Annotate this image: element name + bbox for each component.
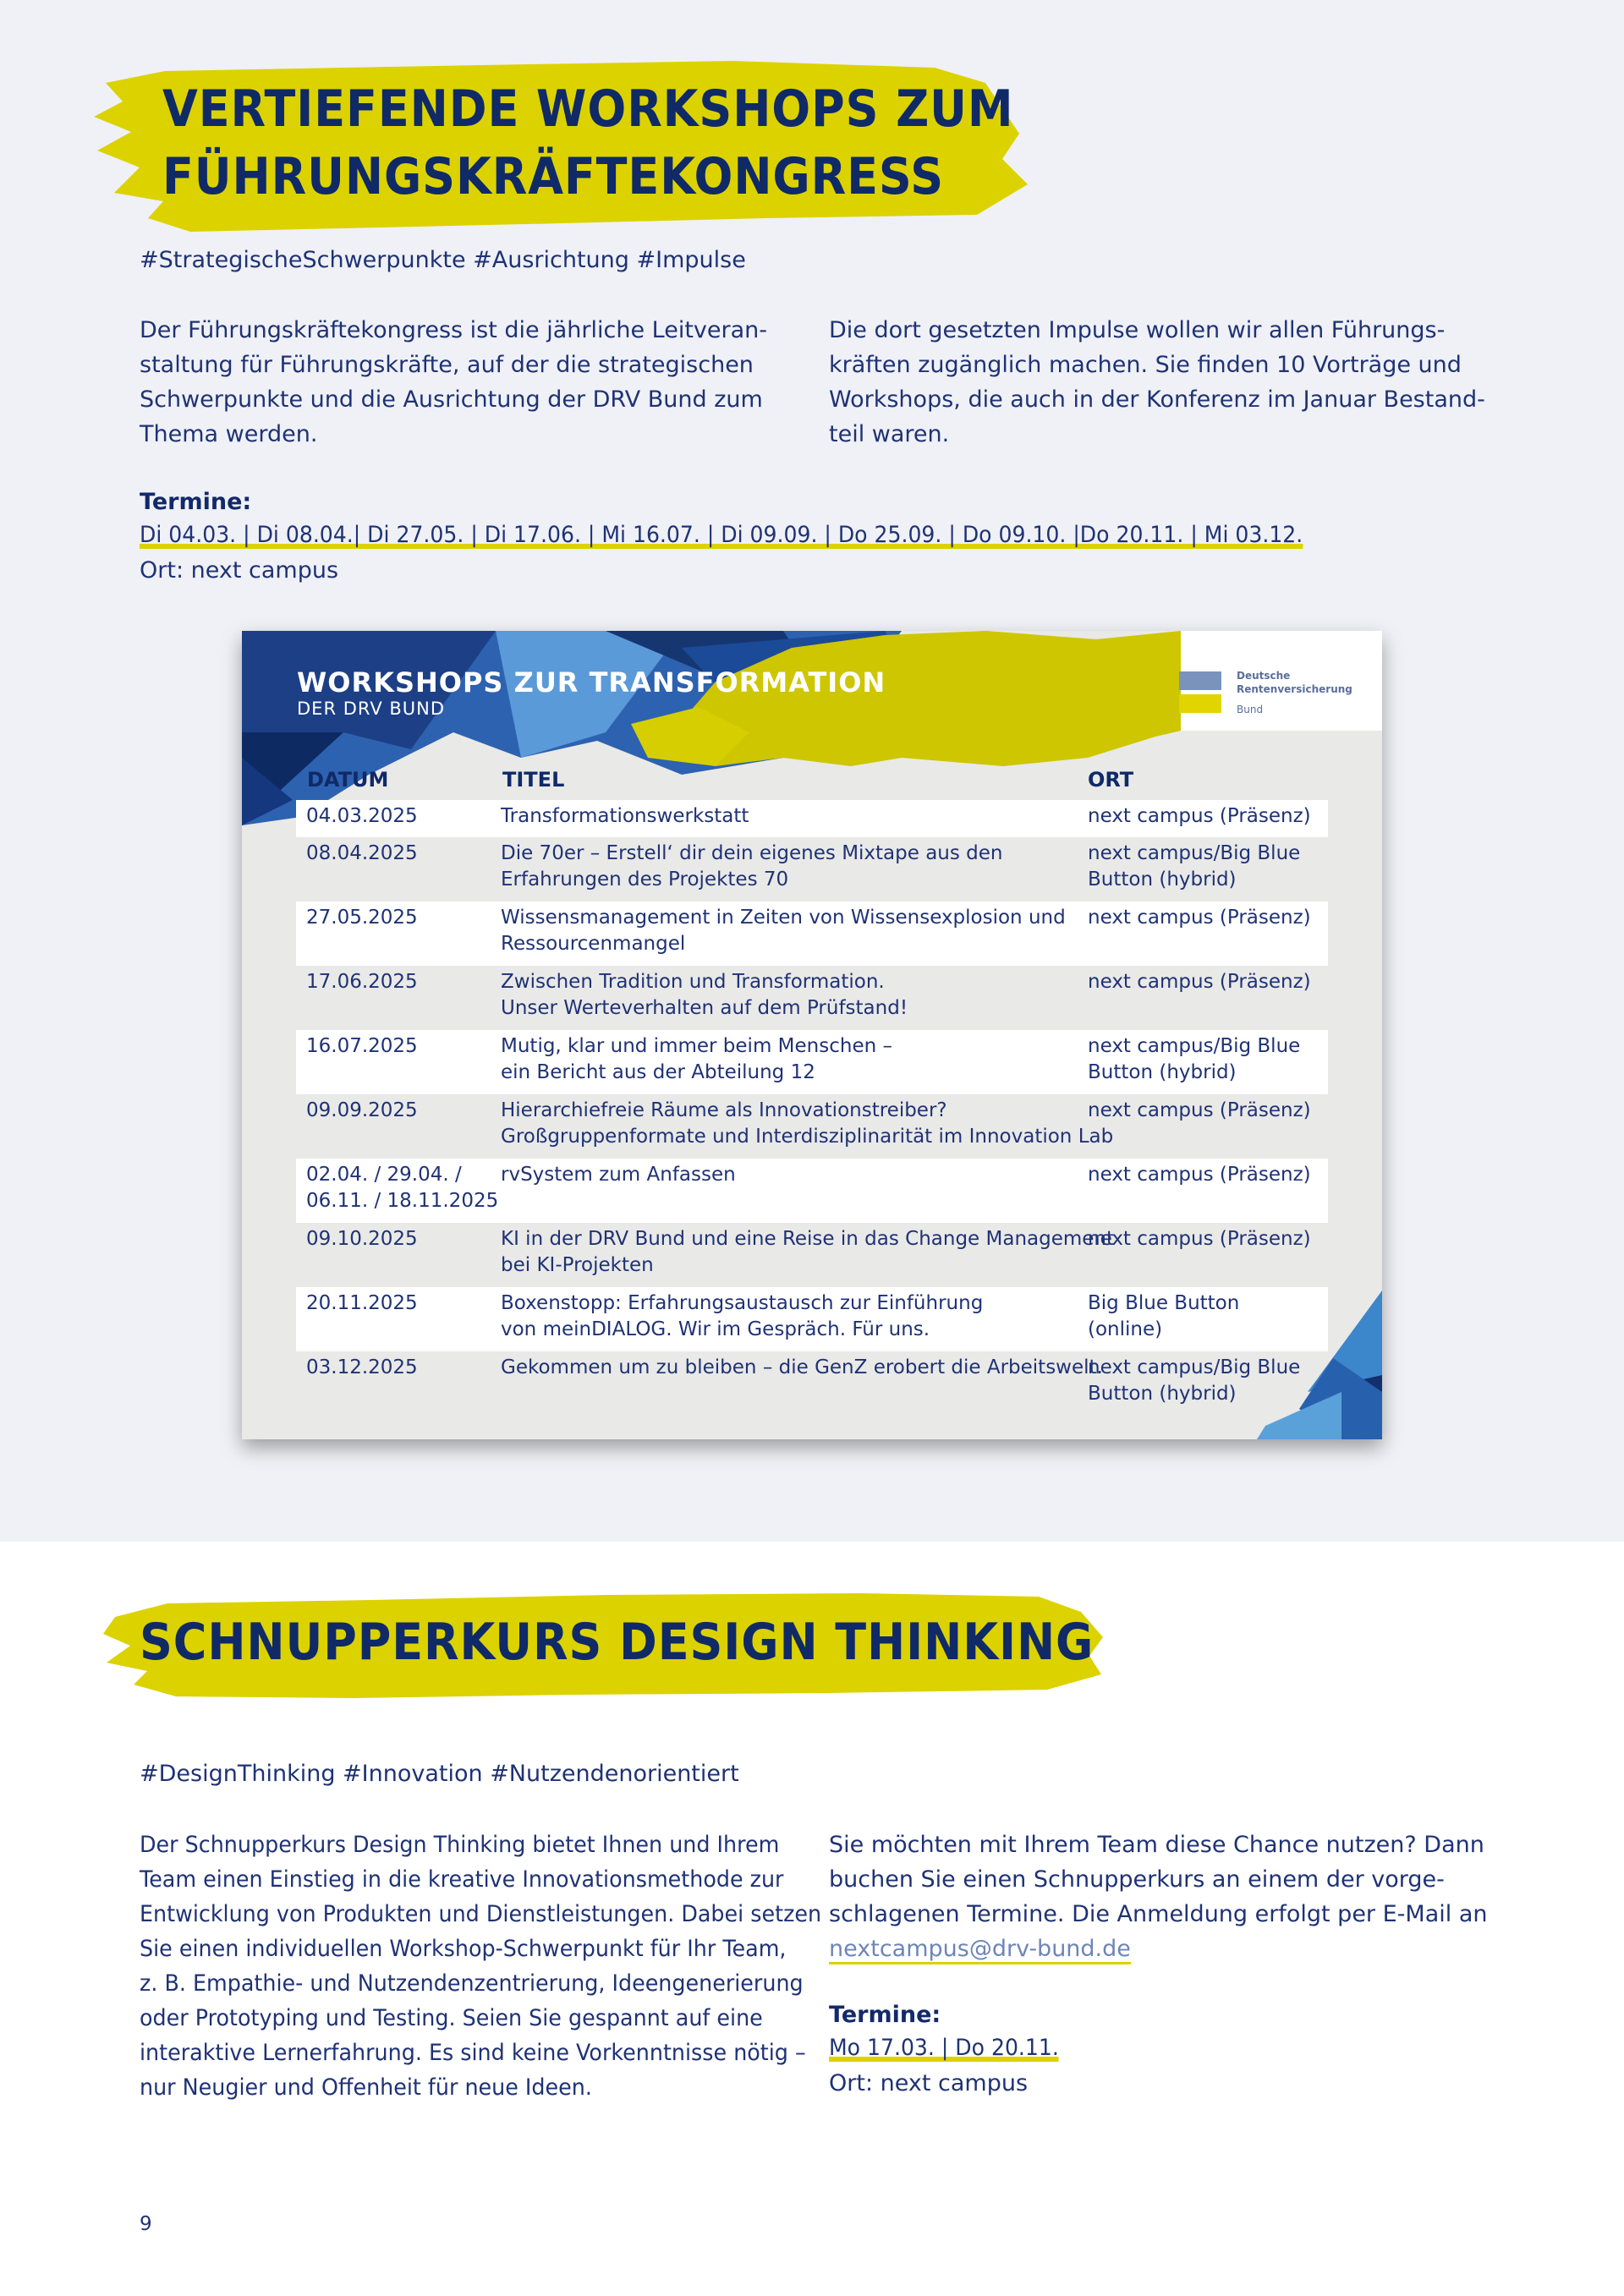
cell-text: KI in der DRV Bund und eine Reise in das Change Management — [501, 1228, 1115, 1250]
tags-1: #StrategischeSchwerpunkte #Ausrichtung #Impulse — [140, 247, 746, 273]
intro-column-1 — [140, 313, 767, 452]
termine-dates-text: Di 04.03. | Di 08.04.| Di 27.05. | Di 17.06. | Mi 16.07. | Di 09.09. | Do 25.09. | Do 09.10. |Do 20.11. | Mi 03.12. — [140, 522, 1303, 548]
table-row — [296, 901, 1328, 966]
cell-date — [306, 1226, 418, 1252]
text-line: oder Prototyping und Testing. Seien Sie gespannt auf eine — [140, 2005, 763, 2031]
cell-title — [501, 1355, 1103, 1381]
headline-1-line-1: VERTIEFENDE WORKSHOPS ZUM — [162, 79, 1014, 139]
cell-text: 09.10.2025 — [306, 1228, 418, 1250]
cell-text: Wissensmanagement in Zeiten von Wissensexplosion und — [501, 907, 1066, 929]
cell-text: bei KI-Projekten — [501, 1254, 654, 1276]
cell-text: rvSystem zum Anfassen — [501, 1164, 736, 1186]
cell-date — [306, 1355, 418, 1381]
cell-text: next campus (Präsenz) — [1088, 805, 1311, 827]
cell-ort — [1088, 1033, 1300, 1086]
text-line: teil waren. — [829, 421, 950, 447]
cell-text: 27.05.2025 — [306, 907, 418, 929]
cell-text: 02.04. / 29.04. / — [306, 1164, 462, 1186]
cell-date — [306, 803, 418, 830]
text-line: z. B. Empathie- und Nutzendenzentrierung, Ideengenerierung — [140, 1970, 804, 1997]
table-row — [296, 1030, 1328, 1094]
cell-ort — [1088, 1162, 1311, 1188]
cell-text: Großgruppenformate und Interdisziplinarität im Innovation Lab — [501, 1126, 1114, 1148]
cell-title — [501, 803, 749, 830]
tags-2: #DesignThinking #Innovation #Nutzendenorientiert — [140, 1761, 739, 1787]
cell-text: next campus (Präsenz) — [1088, 1228, 1311, 1250]
cell-ort — [1088, 1226, 1311, 1252]
cell-text: von meinDIALOG. Wir im Gespräch. Für uns. — [501, 1318, 930, 1340]
page-number: 9 — [140, 2213, 152, 2235]
cell-text: Button (hybrid) — [1088, 1061, 1237, 1083]
cell-text: Unser Werteverhalten auf dem Prüfstand! — [501, 997, 908, 1019]
cell-text: Boxenstopp: Erfahrungsaustausch zur Einführung — [501, 1292, 984, 1314]
cell-text: next campus (Präsenz) — [1088, 1099, 1311, 1121]
cell-text: Erfahrungen des Projektes 70 — [501, 869, 789, 890]
text-line: nur Neugier und Offenheit für neue Ideen. — [140, 2074, 592, 2101]
cell-text: 16.07.2025 — [306, 1035, 418, 1057]
cell-text: ein Bericht aus der Abteilung 12 — [501, 1061, 815, 1083]
text-line: interaktive Lernerfahrung. Es sind keine Vorkenntnisse nötig – — [140, 2040, 806, 2066]
cell-ort — [1088, 969, 1311, 995]
cell-title — [501, 905, 1066, 957]
cell-date — [306, 905, 418, 931]
cell-text: Button (hybrid) — [1088, 869, 1237, 890]
cell-date — [306, 1098, 418, 1124]
cell-date — [306, 1162, 498, 1214]
design-thinking-column-2 — [829, 1827, 1488, 1966]
cell-text: (online) — [1088, 1318, 1163, 1340]
cell-date — [306, 1290, 418, 1317]
ort-2: Ort: next campus — [829, 2070, 1029, 2096]
cell-text: next campus (Präsenz) — [1088, 971, 1311, 993]
text-line: Entwicklung von Produkten und Dienstleistungen. Dabei setzen — [140, 1901, 822, 1927]
table-row — [296, 1094, 1328, 1159]
cell-text: 20.11.2025 — [306, 1292, 418, 1314]
drv-logo-blue-bar — [1179, 671, 1221, 690]
table-row — [296, 1287, 1328, 1351]
table-row — [296, 966, 1328, 1030]
cell-text: 03.12.2025 — [306, 1356, 418, 1378]
cell-ort — [1088, 803, 1311, 830]
headline-1-line-2: FÜHRUNGSKRÄFTEKONGRESS — [162, 147, 945, 206]
cell-title — [501, 969, 908, 1022]
table-row — [296, 1159, 1328, 1223]
text-line: kräften zugänglich machen. Sie finden 10 Vorträge und — [829, 352, 1462, 378]
cell-text: next campus/Big Blue — [1088, 842, 1301, 864]
column-header-titel: TITEL — [502, 768, 565, 792]
cell-text: Ressourcenmangel — [501, 933, 686, 955]
text-line: Schwerpunkte und die Ausrichtung der DRV Bund zum — [140, 386, 763, 413]
text-line: Sie möchten mit Ihrem Team diese Chance nutzen? Dann — [829, 1832, 1484, 1858]
card-title: WORKSHOPS ZUR TRANSFORMATION — [297, 666, 886, 699]
headline-2: SCHNUPPERKURS DESIGN THINKING — [140, 1613, 1095, 1672]
cell-ort — [1088, 841, 1300, 893]
workshop-card — [242, 631, 1382, 1439]
cell-text: next campus (Präsenz) — [1088, 1164, 1311, 1186]
cell-title — [501, 1226, 1114, 1279]
cell-text: Hierarchiefreie Räume als Innovationstreiber? — [501, 1099, 947, 1121]
card-subtitle: DER DRV BUND — [297, 699, 446, 719]
text-line: Sie einen individuellen Workshop-Schwerpunkt für Ihr Team, — [140, 1936, 787, 1962]
cell-title — [501, 841, 1003, 893]
cell-date — [306, 1033, 418, 1060]
cell-title — [501, 1290, 983, 1343]
text-line: Die dort gesetzten Impulse wollen wir allen Führungs- — [829, 317, 1446, 343]
cell-text: 17.06.2025 — [306, 971, 418, 993]
cell-title — [501, 1162, 736, 1188]
cell-title — [501, 1033, 892, 1086]
email-link[interactable]: nextcampus@drv-bund.de — [829, 1936, 1131, 1964]
cell-ort — [1088, 1355, 1300, 1407]
cell-ort — [1088, 905, 1311, 931]
termine-dates-1 — [140, 522, 1391, 549]
drv-logo-yellow-bar — [1179, 694, 1221, 713]
cell-title — [501, 1098, 1113, 1150]
text-line: Der Führungskräftekongress ist die jährliche Leitveran- — [140, 317, 768, 343]
cell-date — [306, 969, 418, 995]
table-row — [296, 800, 1328, 837]
cell-text: next campus/Big Blue — [1088, 1356, 1301, 1378]
cell-text: 06.11. / 18.11.2025 — [306, 1190, 499, 1212]
column-header-ort: ORT — [1088, 768, 1134, 792]
cell-text: Die 70er – Erstell‘ dir dein eigenes Mixtape aus den — [501, 842, 1003, 864]
table-row — [296, 1223, 1328, 1287]
table-row — [296, 837, 1328, 901]
cell-text: Button (hybrid) — [1088, 1383, 1237, 1405]
termine-label-2: Termine: — [829, 2002, 941, 2028]
text-line: Team einen Einstieg in die kreative Innovationsmethode zur — [140, 1866, 784, 1893]
cell-text: Big Blue Button — [1088, 1292, 1240, 1314]
cell-text: Zwischen Tradition und Transformation. — [501, 971, 885, 993]
cell-ort — [1088, 1098, 1311, 1124]
termine-dates-2 — [829, 2035, 1076, 2062]
text-line: Thema werden. — [140, 421, 318, 447]
table-row — [296, 1351, 1328, 1416]
cell-text: next campus/Big Blue — [1088, 1035, 1301, 1057]
ort-1: Ort: next campus — [140, 557, 339, 584]
cell-text: next campus (Präsenz) — [1088, 907, 1311, 929]
drv-logo-text-1: Deutsche — [1237, 670, 1291, 682]
termine-dates-text: Mo 17.03. | Do 20.11. — [829, 2035, 1059, 2061]
cell-text: Transformationswerkstatt — [501, 805, 749, 827]
text-line: buchen Sie einen Schnupperkurs an einem der vorge- — [829, 1866, 1445, 1893]
text-line: Der Schnupperkurs Design Thinking bietet Ihnen und Ihrem — [140, 1832, 780, 1858]
cell-text: Mutig, klar und immer beim Menschen – — [501, 1035, 892, 1057]
design-thinking-column-1 — [140, 1827, 821, 2105]
cell-date — [306, 841, 418, 867]
cell-text: 08.04.2025 — [306, 842, 418, 864]
cell-text: 09.09.2025 — [306, 1099, 418, 1121]
text-line: Workshops, die auch in der Konferenz im Januar Bestand- — [829, 386, 1485, 413]
cell-ort — [1088, 1290, 1239, 1343]
column-header-datum: DATUM — [307, 768, 389, 792]
intro-column-2 — [829, 313, 1485, 452]
termine-label-1: Termine: — [140, 489, 252, 515]
drv-logo-text-2: Rentenversicherung — [1237, 683, 1352, 695]
drv-logo-text-3: Bund — [1237, 704, 1264, 715]
cell-text: Gekommen um zu bleiben – die GenZ erobert die Arbeitswelt. — [501, 1356, 1103, 1378]
cell-text: 04.03.2025 — [306, 805, 418, 827]
text-line: staltung für Führungskräfte, auf der die strategischen — [140, 352, 754, 378]
text-line: schlagenen Termine. Die Anmeldung erfolgt per E-Mail an — [829, 1901, 1488, 1927]
